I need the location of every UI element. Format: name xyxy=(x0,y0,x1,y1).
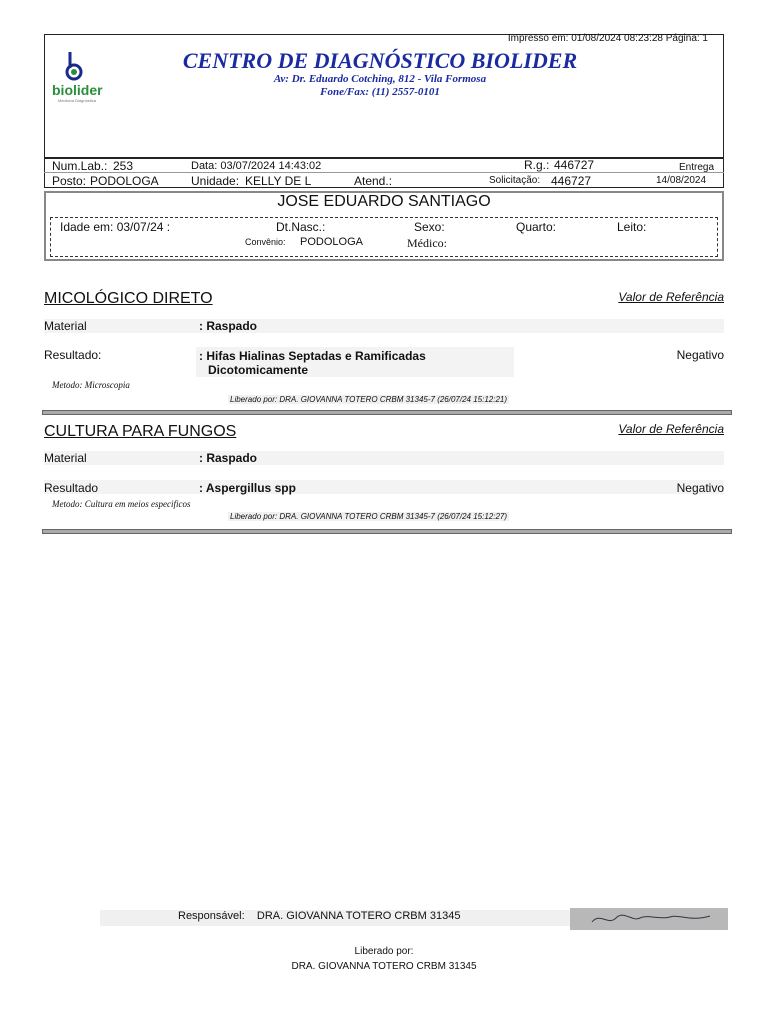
convenio-label: Convênio: xyxy=(245,237,286,247)
logo-subtitle: Medicina Diagnóstica xyxy=(58,98,97,103)
result-ref-2: Negativo xyxy=(676,481,724,495)
footer-liberado-label: Liberado por: xyxy=(354,946,414,957)
footer-liberado-name: DRA. GIOVANNA TOTERO CRBM 31345 xyxy=(291,961,477,972)
quarto-label: Quarto: xyxy=(516,220,557,234)
atend-label: Atend.: xyxy=(354,174,393,188)
printed-timestamp: Impresso em: 01/08/2024 08:23:28 Página: 1 xyxy=(507,33,708,44)
lab-title: CENTRO DE DIAGNÓSTICO BIOLIDER xyxy=(182,48,578,73)
leito-label: Leito: xyxy=(617,220,647,234)
unidade-label: Unidade: xyxy=(191,174,240,188)
data-value: Data: 03/07/2024 14:43:02 xyxy=(191,160,322,172)
num-lab-value: 253 xyxy=(113,159,134,173)
info-divider xyxy=(44,172,724,173)
patient-name: JOSE EDUARDO SANTIAGO xyxy=(277,193,491,210)
lab-address xyxy=(170,73,590,99)
signature-image xyxy=(570,908,728,930)
idade-label: Idade em: 03/07/24 : xyxy=(60,220,171,234)
material-label-2: Material xyxy=(44,451,87,465)
responsavel-label: Responsável: xyxy=(178,910,245,922)
row-shade xyxy=(44,480,724,494)
section-title-cultura: CULTURA PARA FUNGOS xyxy=(44,423,237,440)
address-line: Av: Dr. Eduardo Cotching, 812 - Vila Formosa xyxy=(273,73,487,85)
liberado-1: Liberado por: DRA. GIOVANNA TOTERO CRBM 31345-7 (26/07/24 15:12:21) xyxy=(230,395,508,404)
method-1: Metodo: Microscopia xyxy=(52,380,130,390)
material-label-1: Material xyxy=(44,319,87,333)
medico-label: Médico: xyxy=(407,236,447,250)
solicitacao-label: Solicitação: xyxy=(489,175,541,186)
method-2: Metodo: Cultura em meios especificos xyxy=(52,499,191,509)
ref-label-2: Valor de Referência xyxy=(618,422,724,436)
row-shade xyxy=(44,319,724,333)
phone-line: Fone/Fax: (11) 2557-0101 xyxy=(320,86,440,98)
posto-label: Posto: xyxy=(52,174,87,188)
result-label-2: Resultado xyxy=(44,481,99,495)
solicitacao-value: 446727 xyxy=(551,174,592,188)
liberado-2: Liberado por: DRA. GIOVANNA TOTERO CRBM 31345-7 (26/07/24 15:12:27) xyxy=(230,512,508,521)
result-ref-1: Negativo xyxy=(676,348,724,362)
rg-value: 446727 xyxy=(554,158,595,172)
responsavel xyxy=(178,910,460,922)
ref-label-1: Valor de Referência xyxy=(618,290,724,304)
entrega-label: Entrega xyxy=(679,162,715,173)
responsavel-name: DRA. GIOVANNA TOTERO CRBM 31345 xyxy=(256,910,461,922)
material-value-1: : Raspado xyxy=(199,319,258,333)
logo-text: biolider xyxy=(52,82,103,98)
posto-value: PODOLOGA xyxy=(90,174,159,188)
convenio-value: PODOLOGA xyxy=(300,236,363,248)
section-title-micologico: MICOLÓGICO DIRETO xyxy=(44,290,213,307)
result-value-1b: Dicotomicamente xyxy=(208,363,309,377)
section-separator xyxy=(42,410,732,415)
dtnasc-label: Dt.Nasc.: xyxy=(276,220,326,234)
rg-label: R.g.: xyxy=(524,158,550,172)
entrega-date: 14/08/2024 xyxy=(656,175,707,186)
unidade-value: KELLY DE L xyxy=(245,174,312,188)
row-shade xyxy=(44,451,724,465)
result-value-2: : Aspergillus spp xyxy=(199,481,296,495)
section-separator xyxy=(42,529,732,534)
num-lab-label: Num.Lab.: xyxy=(52,159,108,173)
result-value-1: : Hifas Hialinas Septadas e Ramificadas xyxy=(199,349,426,363)
result-label-1: Resultado: xyxy=(44,348,102,362)
sexo-label: Sexo: xyxy=(414,220,445,234)
material-value-2: : Raspado xyxy=(199,451,258,465)
